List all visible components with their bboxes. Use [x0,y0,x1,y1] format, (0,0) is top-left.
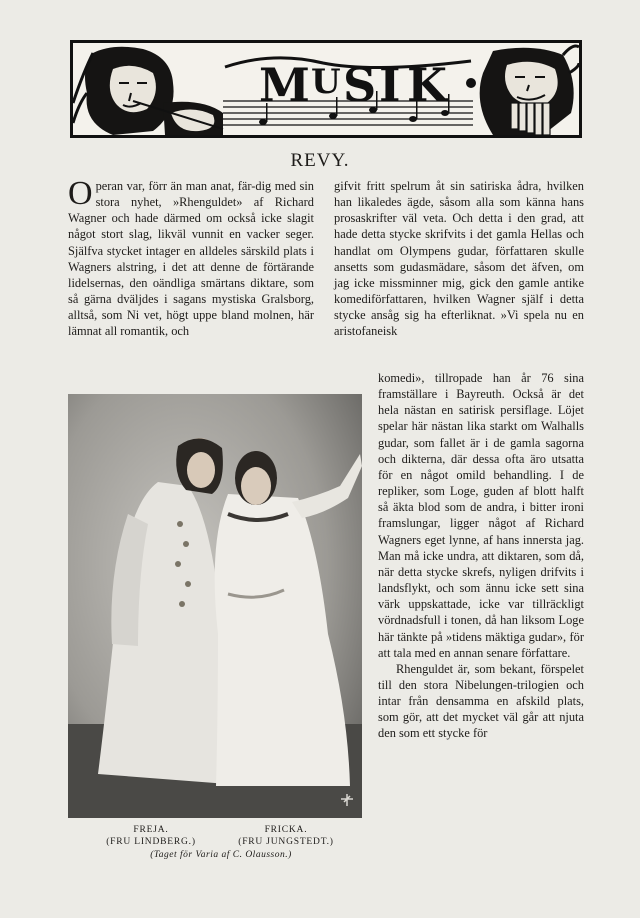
article-column-right-lower [378,370,584,742]
right-column-text: gifvit fritt spelrum åt sin satiriska ådra, hvilken han likaledes ägde, såsom alla som känna hans prosaskrifter väl veta. Och detta i den grad, att hade detta stycke skrifvits i det gamla Hellas och handlat om Olympens gudar, författaren skulle ansetts som gudasmädare, såsom det äfven, om jag icke missminner mig, gick den gamle antike komediförfattaren, hvilken Wagner själf i detta stycke ansåg sig ha efterliknat. [334,179,584,323]
photo-credit: (Taget för Varia af C. Olausson.) [150,850,292,860]
article-paragraph [378,370,584,661]
banner-letter-i: I [379,58,401,112]
violinist-figure [73,43,223,135]
photograph [68,394,362,818]
dropcap: O [68,175,93,212]
caption-fricka-name: FRICKA. [264,825,308,835]
banner-letter-u: U [311,62,341,102]
quote-start: »Vi spela nu en aristofaneisk [334,308,584,339]
section-title: REVY. [290,150,350,171]
header-banner [70,40,582,138]
right-lower-text-2: Rhenguldet är, som bekant, förspelet till den stora Nibelungen-trilogien och intar från densamma en afskild plats, som gör, att det mycket väl går att njuta den som ett stycke för [378,661,584,741]
article-paragraph [334,178,584,340]
caption-freja [96,824,206,848]
article-column-left [68,175,314,340]
right-lower-text: komedi», tillropade han år 76 sina framställare i Bayreuth. Också är det hela nästan en satirisk persiflage. Löjet spelar här nästan lika starkt om Walhalls gudar, som fallet är i de gamla sagorna och dikterna, där dessa ofta äro utsatta för en något omild behandling. I de repliker, som Loge, guden af blott halft så äkta blod som de andra, i bitter ironi framslungar, ligger något af Richard Wagners eget lynne, af hans innersta jag. Man må icke undra, att diktaren, som då, när detta stycke skrefs, nyligen drifvits i landsflykt, och som ännu icke sett sina värk uppskattade, icke var tillräckligt vördnadsfull i tonen, då han liksom Loge här tänkte på »tidens mäktiga gudar», för att tala med en annan senare författare. [378,371,584,660]
caption-freja-name: FREJA. [133,825,169,835]
banner-letter-s: S [343,58,377,112]
caption-freja-actor: (FRU LINDBERG.) [106,837,196,847]
banner-letter-m: M [259,58,310,112]
caption-fricka-actor: (FRU JUNGSTEDT.) [238,837,334,847]
caption-fricka [226,824,346,848]
flutist-figure [473,43,579,135]
article-column-right [334,178,584,340]
article-paragraph [378,661,584,742]
left-column-text: peran var, förr än man anat, fär-dig med sin stora nyhet, »Rhenguldet» af Richard Wagner och hade därmed om också icke slagit något stort slag, likväl vunnit en vacker seger. Själfva stycket intager en alldeles särskild plats i Wagners alstring, i det att denne de förtärande lidelsernas, den oändliga smärtans diktare, som så gärna dväljdes i sagans mystiska Gralsborg, alltså, som Ni vet, högt uppe bland molnen, här lämnat all romantik, och [68,179,314,339]
banner-illustration [73,43,579,135]
article-paragraph [68,175,314,340]
banner-letter-k: K [407,58,447,112]
photo-illustration [68,394,362,818]
